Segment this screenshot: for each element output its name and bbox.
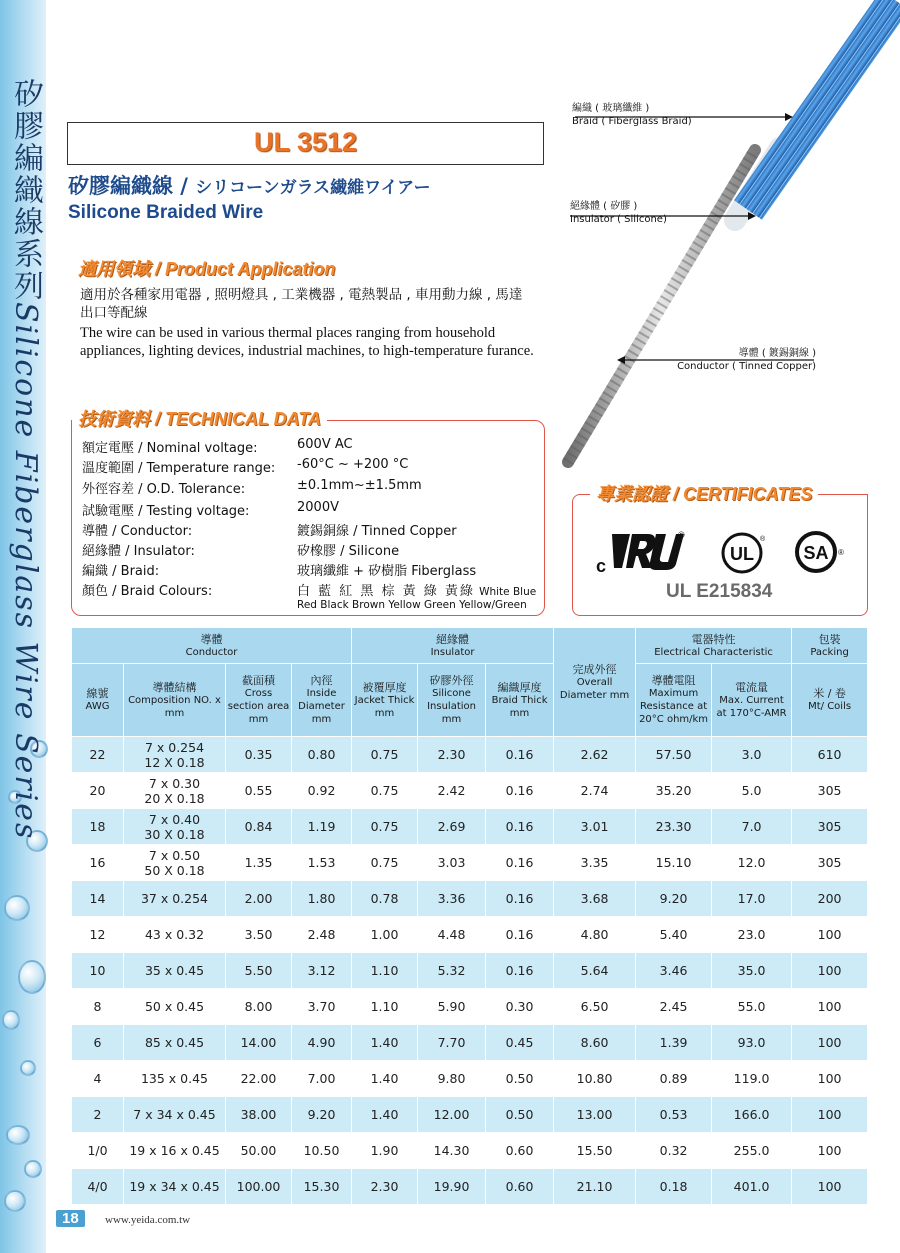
svg-text:UL: UL [730,544,754,564]
svg-text:c: c [596,556,607,576]
table-row [72,737,868,773]
vertical-series-title [8,78,42,840]
composition-line: 135 x 0.45 [140,1071,209,1086]
certificate-code: UL E215834 [666,581,773,602]
cell-jacket: 1.40 [352,1061,418,1097]
cell-silod: 5.32 [418,953,486,989]
composition-line: 12 X 0.18 [144,754,205,770]
tech-value: ±0.1mm~±1.5mm [297,478,422,493]
group-header-en: Electrical Characteristic [654,646,773,658]
cell-comp [124,1133,226,1169]
cell-awg: 4/0 [72,1169,124,1205]
header-composition [124,664,226,737]
cell-comp [124,773,226,809]
cell-inside: 15.30 [292,1169,352,1205]
header-en: Inside Diameter mm [298,688,345,725]
cell-cur: 401.0 [712,1169,792,1205]
cell-area: 14.00 [226,1025,292,1061]
cell-cur: 5.0 [712,773,792,809]
header-cn: 被覆厚度 [362,680,407,694]
cell-inside: 1.19 [292,809,352,845]
table-sub-header-row [72,664,868,737]
cell-cur: 55.0 [712,989,792,1025]
cell-res: 2.45 [636,989,712,1025]
cell-cur: 93.0 [712,1025,792,1061]
cell-awg: 8 [72,989,124,1025]
cell-cur: 166.0 [712,1097,792,1133]
cell-jacket: 2.30 [352,1169,418,1205]
cell-res: 9.20 [636,881,712,917]
cell-inside: 0.92 [292,773,352,809]
header-cn: 米 / 卷 [813,687,846,700]
composition-line: 7 x 0.254 [144,739,205,755]
tech-value [297,580,536,599]
cell-braid: 0.16 [486,917,554,953]
bubble-decoration [4,895,30,921]
application-heading: 適用領域 / Product Application [72,255,341,281]
cell-comp [124,917,226,953]
cell-silod: 3.03 [418,845,486,881]
cell-silod: 2.30 [418,737,486,773]
conductor-label-cn: 導體 ( 鍍錫銅線 ) [738,348,816,359]
cell-braid: 0.30 [486,989,554,1025]
tech-value: 玻璃纖維 + 矽樹脂 Fiberglass [297,564,477,579]
cell-res: 57.50 [636,737,712,773]
cell-inside: 3.12 [292,953,352,989]
product-title-cn-main: 矽膠編織線 [68,174,173,198]
cell-cur: 3.0 [712,737,792,773]
cell-awg: 1/0 [72,1133,124,1169]
tech-label: 導體 / Conductor: [82,524,193,539]
composition-line: 43 x 0.32 [144,927,205,942]
bubble-decoration [20,1060,36,1076]
group-header-insulator [352,628,554,664]
sidebar [0,0,46,1253]
cell-silod: 12.00 [418,1097,486,1133]
cell-awg: 2 [72,1097,124,1133]
composition-line: 35 x 0.45 [144,963,205,978]
cell-area: 50.00 [226,1133,292,1169]
cell-braid: 0.16 [486,953,554,989]
tech-value: 鍍錫銅線 / Tinned Copper [297,524,457,539]
insulator-label-en: Insulator ( Silicone) [570,214,667,225]
table-row [72,1061,868,1097]
header-cn: 內徑 [310,674,333,687]
braid-colours-en-2: Red Black Brown Yellow Green Yellow/Green [297,599,527,611]
braid-label [572,102,692,128]
title-separator: / [173,174,196,198]
group-header-conductor [72,628,352,664]
conductor-label-en: Conductor ( Tinned Copper) [677,361,816,372]
header-cn: 電流量 [735,680,769,694]
cell-overall: 5.64 [554,953,636,989]
cell-comp [124,989,226,1025]
header-en: Maximum Resistance at 20°C ohm/km [639,688,709,725]
cell-comp [124,1025,226,1061]
cell-braid: 0.16 [486,809,554,845]
table-row [72,917,868,953]
cell-braid: 0.50 [486,1097,554,1133]
cell-awg: 10 [72,953,124,989]
header-en: Mt/ Coils [808,701,852,712]
cell-area: 100.00 [226,1169,292,1205]
cell-res: 0.53 [636,1097,712,1133]
conductor-strand [568,150,755,462]
cell-comp [124,845,226,881]
cell-awg: 20 [72,773,124,809]
cell-overall: 3.35 [554,845,636,881]
table-group-header-row [72,628,868,664]
tech-label: 額定電壓 / Nominal voltage: [82,441,258,456]
group-header-en: Packing [810,646,849,658]
cell-area: 22.00 [226,1061,292,1097]
composition-line: 7 x 0.50 [148,847,201,863]
cell-jacket: 1.00 [352,917,418,953]
composition-line: 7 x 34 x 0.45 [133,1107,216,1122]
composition-line: 7 x 0.30 [148,775,201,791]
header-awg [72,664,124,737]
group-header-packing [792,628,868,664]
group-header-electrical [636,628,792,664]
cell-inside: 7.00 [292,1061,352,1097]
tech-label: 試驗電壓 / Testing voltage: [82,504,250,519]
cell-cur: 255.0 [712,1133,792,1169]
cell-overall: 8.60 [554,1025,636,1061]
svg-text:®: ® [838,548,844,557]
cell-silod: 4.48 [418,917,486,953]
cell-silod: 2.42 [418,773,486,809]
header-en: Braid Thick mm [491,694,548,719]
braid-label-en: Braid ( Fiberglass Braid) [572,116,692,127]
vertical-title-cn: 矽膠編織線系列 [8,78,43,302]
tech-value: -60°C ~ +200 °C [297,457,409,472]
composition-line: 19 x 34 x 0.45 [129,1179,220,1194]
cell-jacket: 0.75 [352,845,418,881]
cell-silod: 14.30 [418,1133,486,1169]
header-silicone-od [418,664,486,737]
cell-overall: 10.80 [554,1061,636,1097]
cell-comp [124,737,226,773]
cell-braid: 0.16 [486,881,554,917]
header-en: AWG [85,701,110,712]
header-cn: 編織厚度 [497,680,542,694]
cell-comp [124,953,226,989]
svg-text:SA: SA [803,543,829,563]
spec-table-body [72,737,868,1205]
tech-label: 溫度範圍 / Temperature range: [82,461,276,476]
cell-awg: 12 [72,917,124,953]
cell-awg: 18 [72,809,124,845]
svg-text:®: ® [678,530,685,540]
cell-res: 1.39 [636,1025,712,1061]
cell-area: 5.50 [226,953,292,989]
composition-line: 7 x 0.40 [148,811,201,827]
cell-jacket: 1.40 [352,1097,418,1133]
application-text-cn: 適用於各種家用電器 , 照明燈具 , 工業機器 , 電熱製品 , 車用動力線 , 馬達出口等配線 [80,287,523,321]
composition-line: 30 X 0.18 [144,826,205,842]
header-cn: 導體電阻 [651,674,696,687]
ul-listed-icon [720,531,766,577]
table-row [72,1097,868,1133]
cell-braid: 0.16 [486,845,554,881]
cell-cur: 12.0 [712,845,792,881]
cell-pack: 100 [792,953,868,989]
header-braid-thick [486,664,554,737]
cell-pack: 305 [792,845,868,881]
product-title-en: Silicone Braided Wire [68,202,264,223]
cell-silod: 9.80 [418,1061,486,1097]
cell-braid: 0.60 [486,1133,554,1169]
tech-label: 絕緣體 / Insulator: [82,544,195,559]
cell-res: 3.46 [636,953,712,989]
cell-overall: 2.74 [554,773,636,809]
cell-awg: 6 [72,1025,124,1061]
bubble-decoration [6,1125,30,1145]
table-row [72,809,868,845]
tech-label: 編織 / Braid: [82,564,160,579]
cell-awg: 22 [72,737,124,773]
group-header-cn: 絕緣體 [436,632,470,646]
cell-overall: 21.10 [554,1169,636,1205]
cell-pack: 100 [792,917,868,953]
composition-line: 20 X 0.18 [144,790,205,806]
cell-cur: 23.0 [712,917,792,953]
cell-jacket: 0.75 [352,737,418,773]
header-packing-unit [792,664,868,737]
cell-silod: 7.70 [418,1025,486,1061]
header-en: Max. Current at 170°C-AMR [716,694,787,719]
cell-pack: 305 [792,773,868,809]
cell-jacket: 0.75 [352,773,418,809]
cell-res: 23.30 [636,809,712,845]
tech-label: 顏色 / Braid Colours: [82,584,213,599]
table-row [72,773,868,809]
cell-inside: 4.90 [292,1025,352,1061]
table-row [72,1133,868,1169]
cell-pack: 610 [792,737,868,773]
application-text [80,286,535,360]
cell-overall: 6.50 [554,989,636,1025]
technical-heading: 技術資料 / TECHNICAL DATA [72,405,327,431]
cell-braid: 0.45 [486,1025,554,1061]
header-cn: 完成外徑 [572,662,617,676]
cell-res: 0.89 [636,1061,712,1097]
cell-jacket: 1.10 [352,953,418,989]
group-header-cn: 電器特性 [691,632,736,646]
insulator-label-cn: 絕緣體 ( 矽膠 ) [570,201,638,212]
tech-value: 矽橡膠 / Silicone [297,544,400,559]
insulator-label [570,200,667,226]
cell-pack: 305 [792,809,868,845]
cell-silod: 19.90 [418,1169,486,1205]
bubble-decoration [18,960,46,994]
cru-mark-icon [596,528,690,576]
cell-area: 8.00 [226,989,292,1025]
composition-line: 19 x 16 x 0.45 [129,1143,220,1158]
cell-silod: 2.69 [418,809,486,845]
composition-line: 85 x 0.45 [144,1035,205,1050]
header-jacket-thick [352,664,418,737]
cell-jacket: 0.78 [352,881,418,917]
header-inside-diameter [292,664,352,737]
header-en: Composition NO. x mm [128,694,221,719]
table-row [72,1025,868,1061]
cell-inside: 9.20 [292,1097,352,1133]
wire-illustration [550,0,900,480]
conductor-label [676,347,816,373]
cell-inside: 3.70 [292,989,352,1025]
cell-cur: 35.0 [712,953,792,989]
cell-jacket: 1.40 [352,1025,418,1061]
braid-colours-en-1: White Blue [479,586,537,598]
cell-silod: 5.90 [418,989,486,1025]
braid-label-cn: 編織 ( 玻璃纖維 ) [572,103,650,114]
cell-jacket: 0.75 [352,809,418,845]
cell-jacket: 1.10 [352,989,418,1025]
composition-line: 37 x 0.254 [140,891,209,906]
cell-braid: 0.16 [486,737,554,773]
bubble-decoration [4,1190,26,1212]
cell-inside: 2.48 [292,917,352,953]
header-cross-section [226,664,292,737]
header-overall-diameter [554,628,636,737]
tech-label: 外徑容差 / O.D. Tolerance: [82,482,246,497]
header-current [712,664,792,737]
cell-braid: 0.60 [486,1169,554,1205]
fiberglass-braid [748,0,895,210]
cell-pack: 200 [792,881,868,917]
cell-inside: 0.80 [292,737,352,773]
header-en: Silicone Insulation mm [427,688,476,725]
header-cn: 截面積 [242,674,275,687]
cell-pack: 100 [792,1133,868,1169]
cell-area: 2.00 [226,881,292,917]
cell-overall: 3.01 [554,809,636,845]
application-text-en: The wire can be used in various thermal places ranging from household appliances, lighting devices, industrial machines, to high-temperature furance. [80,325,534,359]
cell-awg: 14 [72,881,124,917]
cell-jacket: 1.90 [352,1133,418,1169]
cell-inside: 1.80 [292,881,352,917]
cell-area: 3.50 [226,917,292,953]
braid-colours-cn: 白 藍 紅 黑 棕 黃 綠 黃綠 [297,584,475,599]
table-row [72,845,868,881]
header-en: Overall Diameter mm [559,676,630,701]
cell-area: 0.84 [226,809,292,845]
tech-value: 600V AC [297,437,353,452]
cell-braid: 0.16 [486,773,554,809]
cell-awg: 4 [72,1061,124,1097]
composition-line: 50 x 0.45 [144,999,205,1014]
header-cn: 矽膠外徑 [429,674,474,687]
header-resistance [636,664,712,737]
cell-res: 35.20 [636,773,712,809]
cell-area: 0.55 [226,773,292,809]
cell-inside: 1.53 [292,845,352,881]
table-row [72,989,868,1025]
cell-overall: 13.00 [554,1097,636,1133]
svg-text:®: ® [760,536,766,543]
cell-braid: 0.50 [486,1061,554,1097]
bubble-decoration [24,1160,42,1178]
product-title-jp: シリコーンガラス繊維ワイアー [195,178,431,198]
website-url: www.yeida.com.tw [105,1214,191,1226]
cell-overall: 3.68 [554,881,636,917]
cell-pack: 100 [792,1169,868,1205]
cell-cur: 7.0 [712,809,792,845]
cell-comp [124,809,226,845]
header-en: Cross section area mm [227,688,290,725]
bubble-decoration [2,1010,20,1030]
csa-mark-icon [794,529,844,577]
cell-cur: 119.0 [712,1061,792,1097]
cell-cur: 17.0 [712,881,792,917]
vertical-title-en: Silicone Fiberglass Wire Series [8,302,43,841]
cell-overall: 15.50 [554,1133,636,1169]
cell-area: 0.35 [226,737,292,773]
cell-pack: 100 [792,989,868,1025]
cell-area: 38.00 [226,1097,292,1133]
cell-res: 0.18 [636,1169,712,1205]
spec-table [71,627,868,1205]
cell-overall: 2.62 [554,737,636,773]
cell-pack: 100 [792,1097,868,1133]
cell-silod: 3.36 [418,881,486,917]
tech-value: 2000V [297,500,339,515]
cell-comp [124,1169,226,1205]
cell-inside: 10.50 [292,1133,352,1169]
table-row [72,953,868,989]
certificates-heading: 專業認證 / CERTIFICATES [590,480,818,506]
cell-overall: 4.80 [554,917,636,953]
header-en: Jacket Thick mm [354,694,415,719]
group-header-cn: 導體 [200,632,223,646]
model-number: UL 3512 [253,127,358,157]
group-header-en: Insulator [430,646,475,658]
group-header-en: Conductor [185,646,238,658]
table-row [72,1169,868,1205]
cell-awg: 16 [72,845,124,881]
header-cn: 線號 [86,687,109,700]
cell-comp [124,1097,226,1133]
cell-comp [124,881,226,917]
group-header-cn: 包裝 [818,632,841,646]
cell-area: 1.35 [226,845,292,881]
cell-pack: 100 [792,1025,868,1061]
composition-line: 50 X 0.18 [144,862,205,878]
table-row [72,881,868,917]
model-title-box [67,122,544,165]
product-title-cn [68,170,431,200]
cell-res: 5.40 [636,917,712,953]
cell-pack: 100 [792,1061,868,1097]
cell-comp [124,1061,226,1097]
cell-res: 15.10 [636,845,712,881]
page-number: 18 [56,1210,85,1227]
cell-res: 0.32 [636,1133,712,1169]
header-cn: 導體結構 [152,680,197,694]
